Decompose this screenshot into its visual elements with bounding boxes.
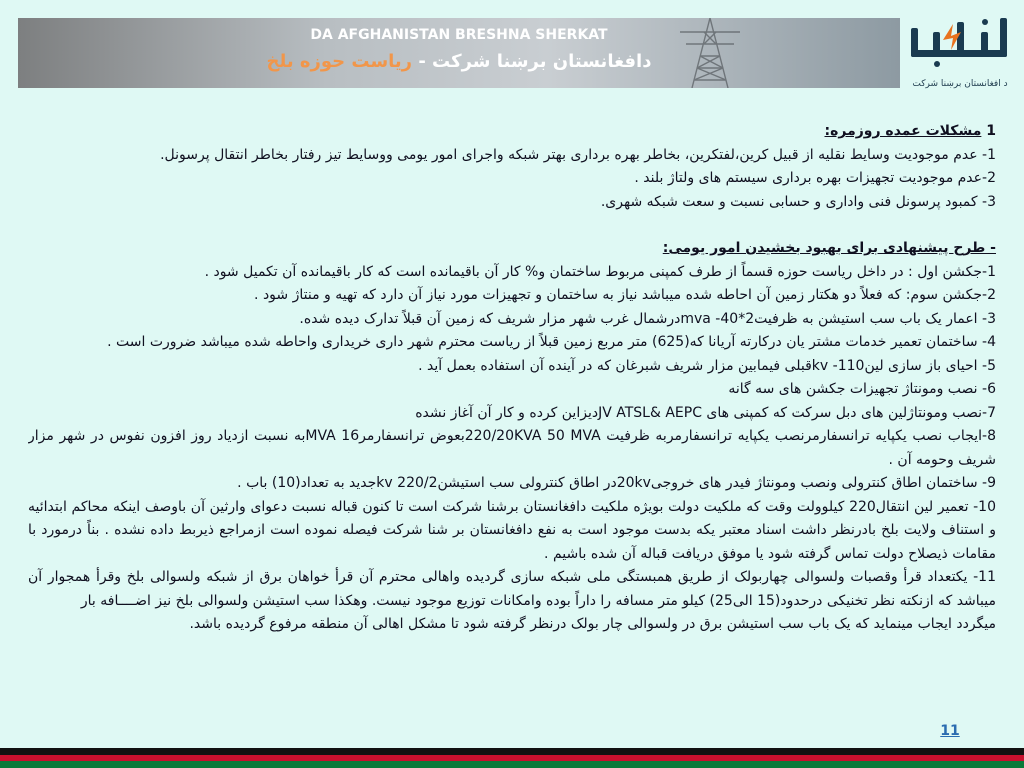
flag-stripe-green <box>0 761 1024 768</box>
title-banner <box>18 18 900 88</box>
list-item: 6- نصب ومونتاژ تجهیزات جکشن های سه گانه <box>728 381 996 397</box>
breshna-logo-mark <box>907 10 1017 70</box>
list-item: 4- ساختمان تعمیر خدمات مشتر یان درکارته آریانا که(625) متر مربع زمین قبلاً از ریاست محترم شهر داری خریداری واحاطه شده میباشد ضرورت است . <box>107 334 996 350</box>
title-persian-accent: ریاست حوزه بلخ <box>266 51 413 72</box>
list-item: 9- ساختمان اطاق کنترولی ونصب ومونتاژ فیدر های خروجی20kvدر اطاق کنترولی سب استیشن220/2 kvجدید به تعداد(10) باب . <box>237 475 996 491</box>
list-item: 5- احیای باز سازی لین110- kvقبلی فیمابین مزار شریف شبرغان که در آینده آن استفاده بعمل آید . <box>418 357 996 374</box>
heading-text: مشکلات عمده روزمره: <box>824 123 982 139</box>
logo-caption: د افغانستان برښنا شرکت <box>912 79 1008 89</box>
spacer <box>28 214 996 237</box>
list-item: 7-نصب ومونتاژلین های دبل سرکت که کمپنی های JV ATSL& AEPCدیزاین کرده و کار آن آغاز نشده <box>415 404 996 421</box>
heading-number: 1 <box>981 123 996 139</box>
list-item: 1- عدم موجودیت وسایط نقلیه از قبیل کرین،لفتکرین، بخاطر بهره برداری بهتر شبکه واجرای امور یومی ووسایط تیز رفتار بخاطر انتقال پرسونل. <box>160 146 996 163</box>
section-heading-proposals <box>28 237 996 261</box>
flag-stripe-black <box>0 748 1024 755</box>
list-item: میگردد ایجاب مینماید که یک باب سب استیشن برق در ولسوالی چار بولک درنظر گرفته شود تا مشکل اهالی آن منطقه مرفوع گردیده باشد. <box>189 616 996 632</box>
list-item: 8-ایجاب نصب یکپایه ترانسفارمرنصب یکپایه ترانسفارمربه ظرفیت 220/20KVA 50 MVAبعوض ترانسفارمر16 MVAبه نسبت ازدیاد روز افزون نفوس در شهر مزار شریف وحومه آن . <box>28 428 996 468</box>
heading-text: - طرح پیشنهادی برای بهبود بخشیدن امور یومی: <box>662 240 996 256</box>
list-item: 10- تعمیر لین انتقال220 کیلوولت وقت که ملکیت دولت بویژه ملکیت دافغانستان برشنا شرکت است تا کنون قباله نسبت دعوای وارثین آن باوصف اینکه محاکم ابتدائیه و استناف ولایت بلخ بادرنظر داشت اسناد معتبر یکه بدست موجود است به نفع دافغانستان بر شنا شرکت فیصله نموده است ازمراجع ذیربط داده نشده . بناً درمورد با مقامات ذیصلاح دولت تماس گرفته شود یا موفق دریافت قباله آن شده باشیم . <box>28 498 996 562</box>
company-logo <box>905 10 1015 92</box>
title-english: DA AFGHANISTAN BRESHNA SHERKAT <box>310 27 608 43</box>
page-number[interactable]: 11 <box>940 723 960 739</box>
title-persian-main: دافغانستان برښنا شرکت - <box>412 51 652 72</box>
list-item: 2-عدم موجودیت تجهیزات بهره برداری سیستم های ولتاژ بلند . <box>634 170 996 186</box>
list-item: 3- اعمار یک باب سب استیشن به ظرفیت2*40- mvaدرشمال غرب شهر مزار شریف که زمین آن قبلاً تدارک دیده شده. <box>299 310 996 327</box>
section-heading-problems <box>28 120 996 144</box>
list-item: 11- یکتعداد قرأ وقصبات ولسوالی چهاربولک از طریق همبستگی ملی شبکه سازی گردیده واهالی محترم آن قرأ خواهان برق از شبکه ولسوالی بلخ وقرأ همجوار آن میباشد که ازنکته نظر تخنیکی درحدود(15 الی25) کیلو متر مسافه را داراً بوده وامکانات توزیع موجود نیست. وهکذا سب استیشن ولسوالی بلخ نیز اضــــافه بار <box>28 569 996 609</box>
title-persian <box>18 51 900 72</box>
slide-body <box>28 120 996 710</box>
list-item: 1-جکشن اول : در داخل ریاست حوزه قسماً از طرف کمپنی مربوط ساختمان و% کار آن باقیمانده است که کار باقیمانده آن تکمیل شود . <box>204 263 996 280</box>
list-item: 2-جکشن سوم: که فعلاً دو هکتار زمین آن احاطه شده میباشد نیاز به ساختمان و تجهیزات مورد نیاز آن دارد که تهیه و منتاژ شود . <box>254 287 996 303</box>
list-item: 3- کمبود پرسونل فنی واداری و حسابی نسبت و سعت شبکه شهری. <box>600 193 996 210</box>
